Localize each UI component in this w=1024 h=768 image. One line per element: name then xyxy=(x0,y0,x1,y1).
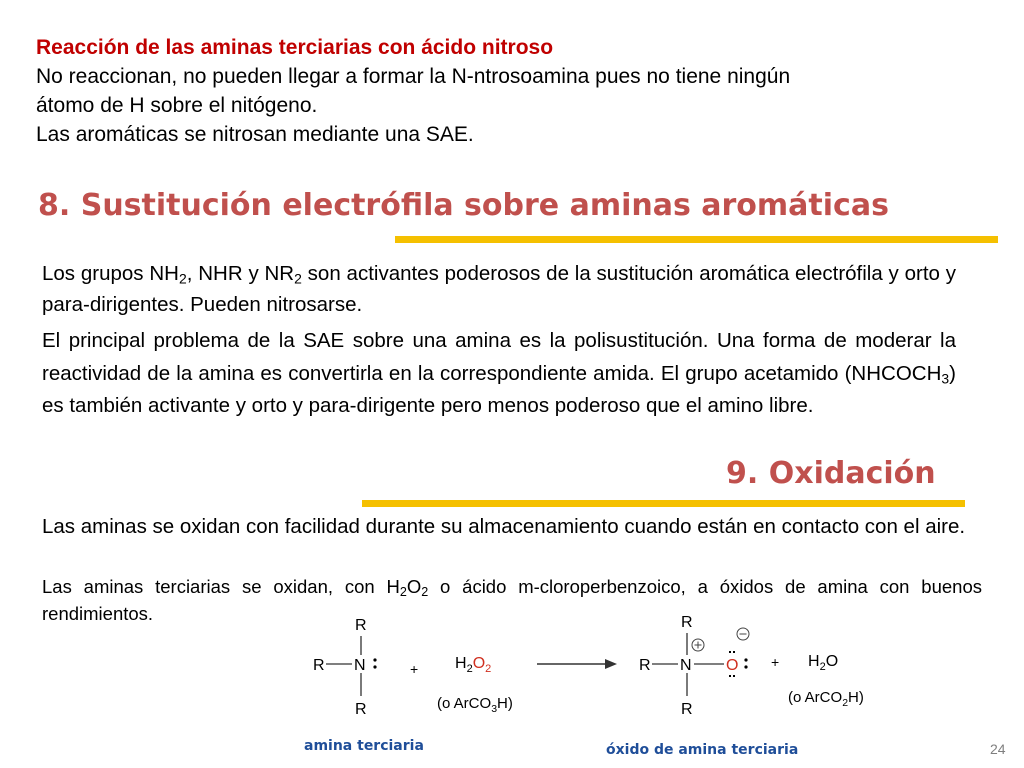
reaction-arrow-head xyxy=(605,659,617,669)
oxide-r-left: R xyxy=(639,657,651,674)
oxide-r-top: R xyxy=(681,614,693,631)
para2-sub-a: 3 xyxy=(941,369,950,386)
section-9-heading: 9. Oxidación xyxy=(726,456,936,491)
section-8-heading: 8. Sustitución electrófila sobre aminas aromáticas xyxy=(38,188,889,223)
page-number: 24 xyxy=(990,741,1006,757)
amine-r-bottom: R xyxy=(355,701,367,718)
caption-tertiary-amine: amina terciaria xyxy=(304,738,424,754)
oxid-sub-a: 2 xyxy=(399,585,407,600)
amine-r-top: R xyxy=(355,617,367,634)
section-8-paragraph-1 xyxy=(42,258,956,320)
caption-amine-oxide: óxido de amina terciaria xyxy=(606,742,799,758)
plus-sign-1: + xyxy=(410,661,419,677)
oxide-oxygen: O xyxy=(726,657,739,674)
oxygen-lone-pair-dot-1 xyxy=(744,658,747,661)
tertiary-line-1: No reaccionan, no pueden llegar a formar la N-ntrosoamina pues no tiene ningún xyxy=(36,65,791,88)
tertiary-line-2: átomo de H sobre el nitógeno. xyxy=(36,94,318,117)
section-8-paragraph-2 xyxy=(42,325,956,423)
para1-sub-b: 2 xyxy=(294,270,302,287)
para1-text-c: son activantes poderosos de la sustitución aromática electrófila y orto y para-dirigentes. Pueden nitrosarse. xyxy=(42,262,956,316)
oxid-text-c: o ácido m-cloroperbenzoico, a óxidos de amina con buenos rendimientos. xyxy=(42,576,982,624)
para1-sub-a: 2 xyxy=(178,270,187,287)
water-formula: $H_2O$ xyxy=(808,653,839,673)
tertiary-section-title: Reacción de las aminas terciarias con ácido nitroso xyxy=(36,36,554,59)
byproduct-alternative: (o ArCO$_2$H) xyxy=(788,689,864,709)
tertiary-line-3: Las aromáticas se nitrosan mediante una SAE. xyxy=(36,123,474,146)
oxid-sub-b: 2 xyxy=(421,585,429,600)
plus-sign-2: + xyxy=(771,654,780,670)
section-8-underline xyxy=(395,236,998,243)
oxidation-reaction-scheme xyxy=(0,605,1024,768)
amine-r-left: R xyxy=(313,657,325,674)
amine-lone-pair-dot-2 xyxy=(373,665,376,668)
reagent-formula: $H_2O_2$ xyxy=(455,655,492,675)
para1-text-a: Los grupos NH xyxy=(42,262,179,285)
amine-nitrogen: N xyxy=(354,657,366,674)
reagent-alternative: (o ArCO$_3$H) xyxy=(437,695,513,715)
oxid-text-a: Las aminas terciarias se oxidan, con H xyxy=(42,576,400,597)
section-9-underline xyxy=(362,500,965,507)
oxide-nitrogen: N xyxy=(680,657,692,674)
para1-text-b: , NHR y NR xyxy=(186,262,295,285)
oxide-r-bottom: R xyxy=(681,701,693,718)
section-9-paragraph-1: Las aminas se oxidan con facilidad durante su almacenamiento cuando están en contacto con el aire. xyxy=(42,515,966,538)
oxid-text-b: O xyxy=(406,576,422,597)
oxygen-lone-pair-dot-2 xyxy=(744,665,747,668)
amine-lone-pair-dot-1 xyxy=(373,658,376,661)
para2-text-b: ) es también activante y orto y para-dirigente pero menos poderoso que el amino libre. xyxy=(42,361,956,417)
para2-text-a: El principal problema de la SAE sobre una amina es la polisustitución. Una forma de moderar la reactividad de la amina es convertirla en la correspondiente amida. El grupo acetamido (NHCOCH xyxy=(42,329,956,385)
tertiary-section-text xyxy=(36,62,996,149)
